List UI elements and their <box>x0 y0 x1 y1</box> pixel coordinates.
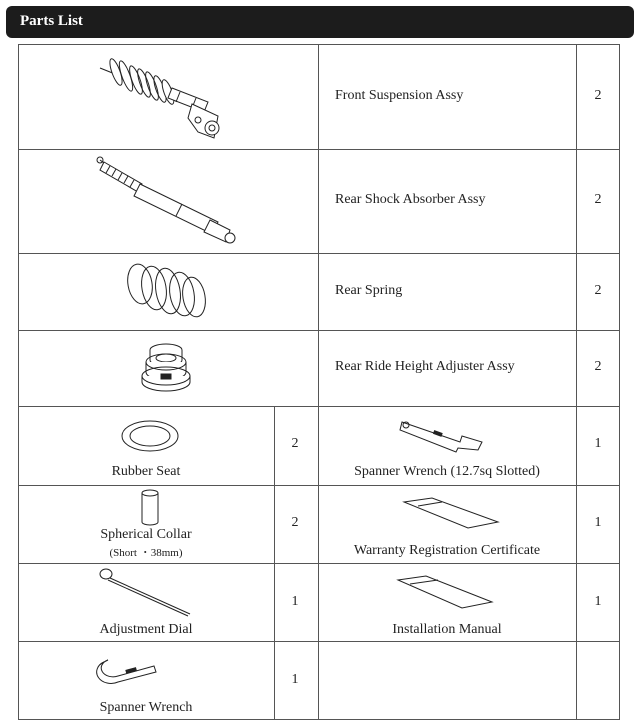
installation-manual-icon <box>396 574 496 612</box>
adjustment-dial-icon <box>96 566 196 620</box>
part-name: Warranty Registration Certificate <box>353 543 541 558</box>
table-cell <box>576 641 620 720</box>
part-name: Adjustment Dial <box>99 622 193 637</box>
slotted-spanner-icon <box>398 416 488 456</box>
part-quantity: 1 <box>291 672 299 687</box>
rear-shock-icon <box>92 154 242 248</box>
part-quantity: 2 <box>594 359 602 374</box>
spherical-collar-icon <box>136 488 164 528</box>
part-quantity: 1 <box>594 436 602 451</box>
part-name: Spherical Collar <box>100 527 192 542</box>
part-name: Spanner Wrench <box>99 700 193 715</box>
table-cell <box>318 641 576 720</box>
rubber-seat-icon <box>120 418 180 454</box>
part-name: Rear Ride Height Adjuster Assy <box>335 359 515 374</box>
part-quantity: 2 <box>291 436 299 451</box>
part-quantity: 1 <box>594 515 602 530</box>
part-name: Rubber Seat <box>111 464 181 479</box>
part-quantity: 2 <box>594 88 602 103</box>
rear-spring-icon <box>124 260 208 322</box>
part-name: Rear Spring <box>335 283 403 298</box>
part-quantity: 1 <box>594 594 602 609</box>
part-quantity: 1 <box>291 594 299 609</box>
ride-height-adjuster-icon <box>136 338 196 398</box>
spanner-wrench-icon <box>100 656 160 686</box>
page-title: Parts List <box>20 13 83 29</box>
part-note: (Short ・38mm) <box>109 547 183 559</box>
part-name: Front Suspension Assy <box>335 88 464 103</box>
part-name: Rear Shock Absorber Assy <box>335 192 486 207</box>
part-quantity: 2 <box>594 192 602 207</box>
warranty-certificate-icon <box>402 496 502 532</box>
part-quantity: 2 <box>594 283 602 298</box>
front-suspension-icon <box>96 46 236 146</box>
part-quantity: 2 <box>291 515 299 530</box>
part-name: Installation Manual <box>392 622 502 637</box>
part-name: Spanner Wrench (12.7sq Slotted) <box>354 464 540 479</box>
